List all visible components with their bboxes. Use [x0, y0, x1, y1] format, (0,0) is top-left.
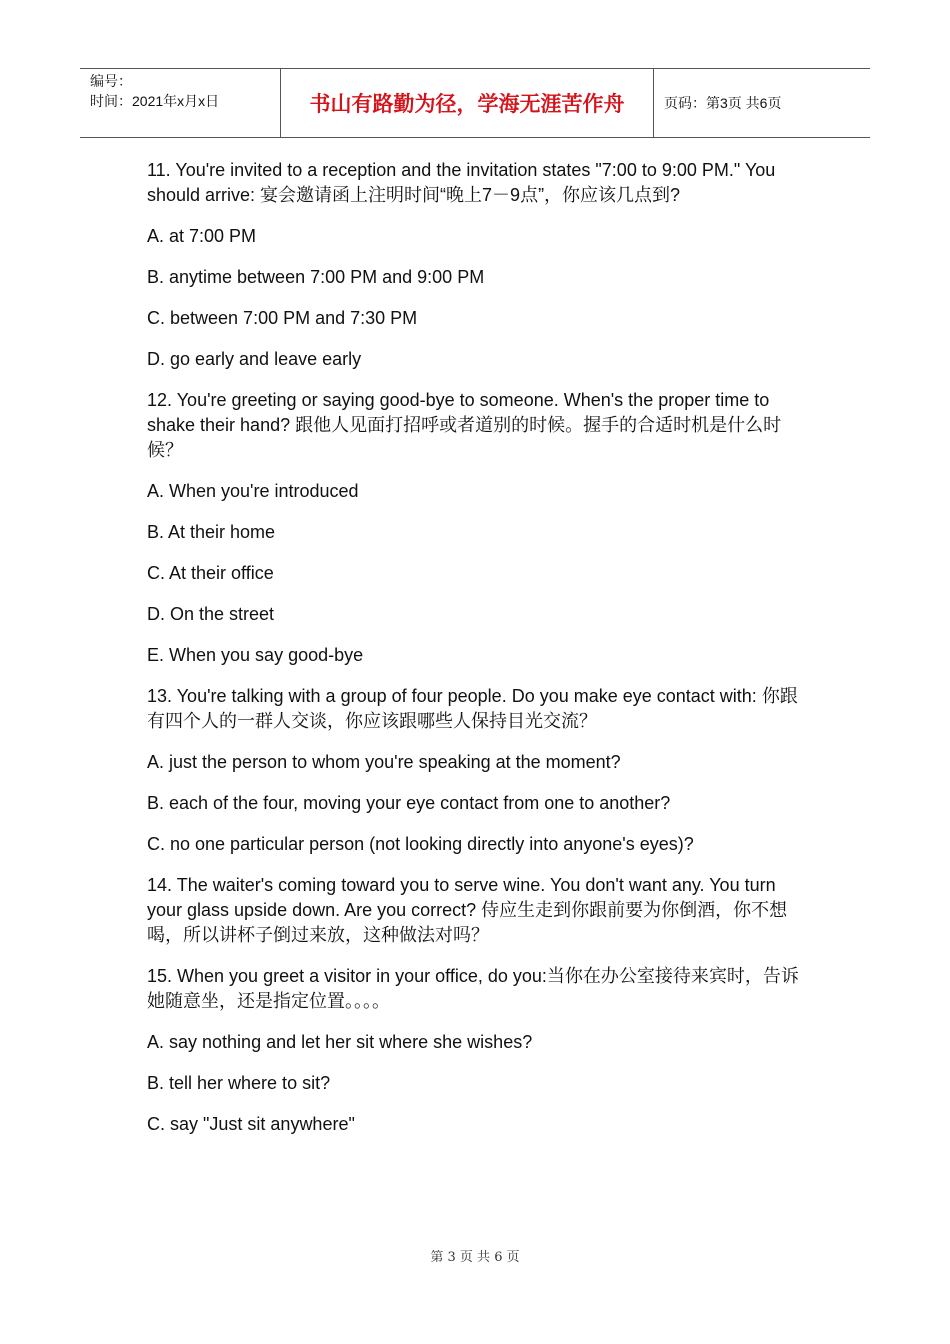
- q12-option-d: D. On the street: [147, 604, 275, 624]
- header-motto: 书山有路勤为径，学海无涯苦作舟: [281, 69, 654, 137]
- question-15: 15. When you greet a visitor in your office, do you:当你在办公室接待来宾时，告诉她随意坐，还是指定位置。。。。: [147, 966, 799, 1011]
- q12-option-b: B. At their home: [147, 522, 276, 542]
- header-page-info: 页码：第3页 共6页: [664, 95, 782, 111]
- document-body: [147, 158, 807, 1153]
- question-13: 13. You're talking with a group of four people. Do you make eye contact with: 你跟有四个人的一群人交谈，你应该跟哪些人保持目光交流？: [147, 686, 798, 731]
- header-meta: [80, 69, 281, 137]
- time-label: 时间：2021年x月x日: [90, 93, 220, 109]
- question-12: 12. You're greeting or saying good-bye to someone. When's the proper time to shake their hand? 跟他人见面打招呼或者道别的时候。握手的合适时机是什么时候？: [147, 390, 782, 460]
- page-header: [80, 68, 870, 138]
- question-14: 14. The waiter's coming toward you to serve wine. You don't want any. You turn your glass upside down. Are you correct? 侍应生走到你跟前要为你倒酒，你不想喝，所以讲杯子倒过来放，这种做法对吗？: [147, 875, 788, 945]
- q11-option-c: C. between 7:00 PM and 7:30 PM: [147, 308, 418, 328]
- q11-option-b: B. anytime between 7:00 PM and 9:00 PM: [147, 267, 485, 287]
- q11-option-d: D. go early and leave early: [147, 349, 362, 369]
- q13-option-c: C. no one particular person (not looking directly into anyone's eyes)?: [147, 834, 694, 854]
- number-label: 编号：: [90, 73, 132, 89]
- q15-option-a: A. say nothing and let her sit where she wishes?: [147, 1032, 533, 1052]
- q12-option-c: C. At their office: [147, 563, 274, 583]
- q15-option-c: C. say "Just sit anywhere": [147, 1114, 355, 1134]
- q13-option-b: B. each of the four, moving your eye contact from one to another?: [147, 793, 671, 813]
- q13-option-a: A. just the person to whom you're speaking at the moment?: [147, 752, 621, 772]
- q15-option-b: B. tell her where to sit?: [147, 1073, 331, 1093]
- q12-option-a: A. When you're introduced: [147, 481, 359, 501]
- q11-option-a: A. at 7:00 PM: [147, 226, 257, 246]
- page-footer: 第 3 页 共 6 页: [430, 1250, 520, 1265]
- question-11: 11. You're invited to a reception and the invitation states "7:00 to 9:00 PM." You should arrive: 宴会邀请函上注明时间“晚上7－9点”，你应该几点到?: [147, 160, 776, 205]
- q12-option-e: E. When you say good-bye: [147, 645, 364, 665]
